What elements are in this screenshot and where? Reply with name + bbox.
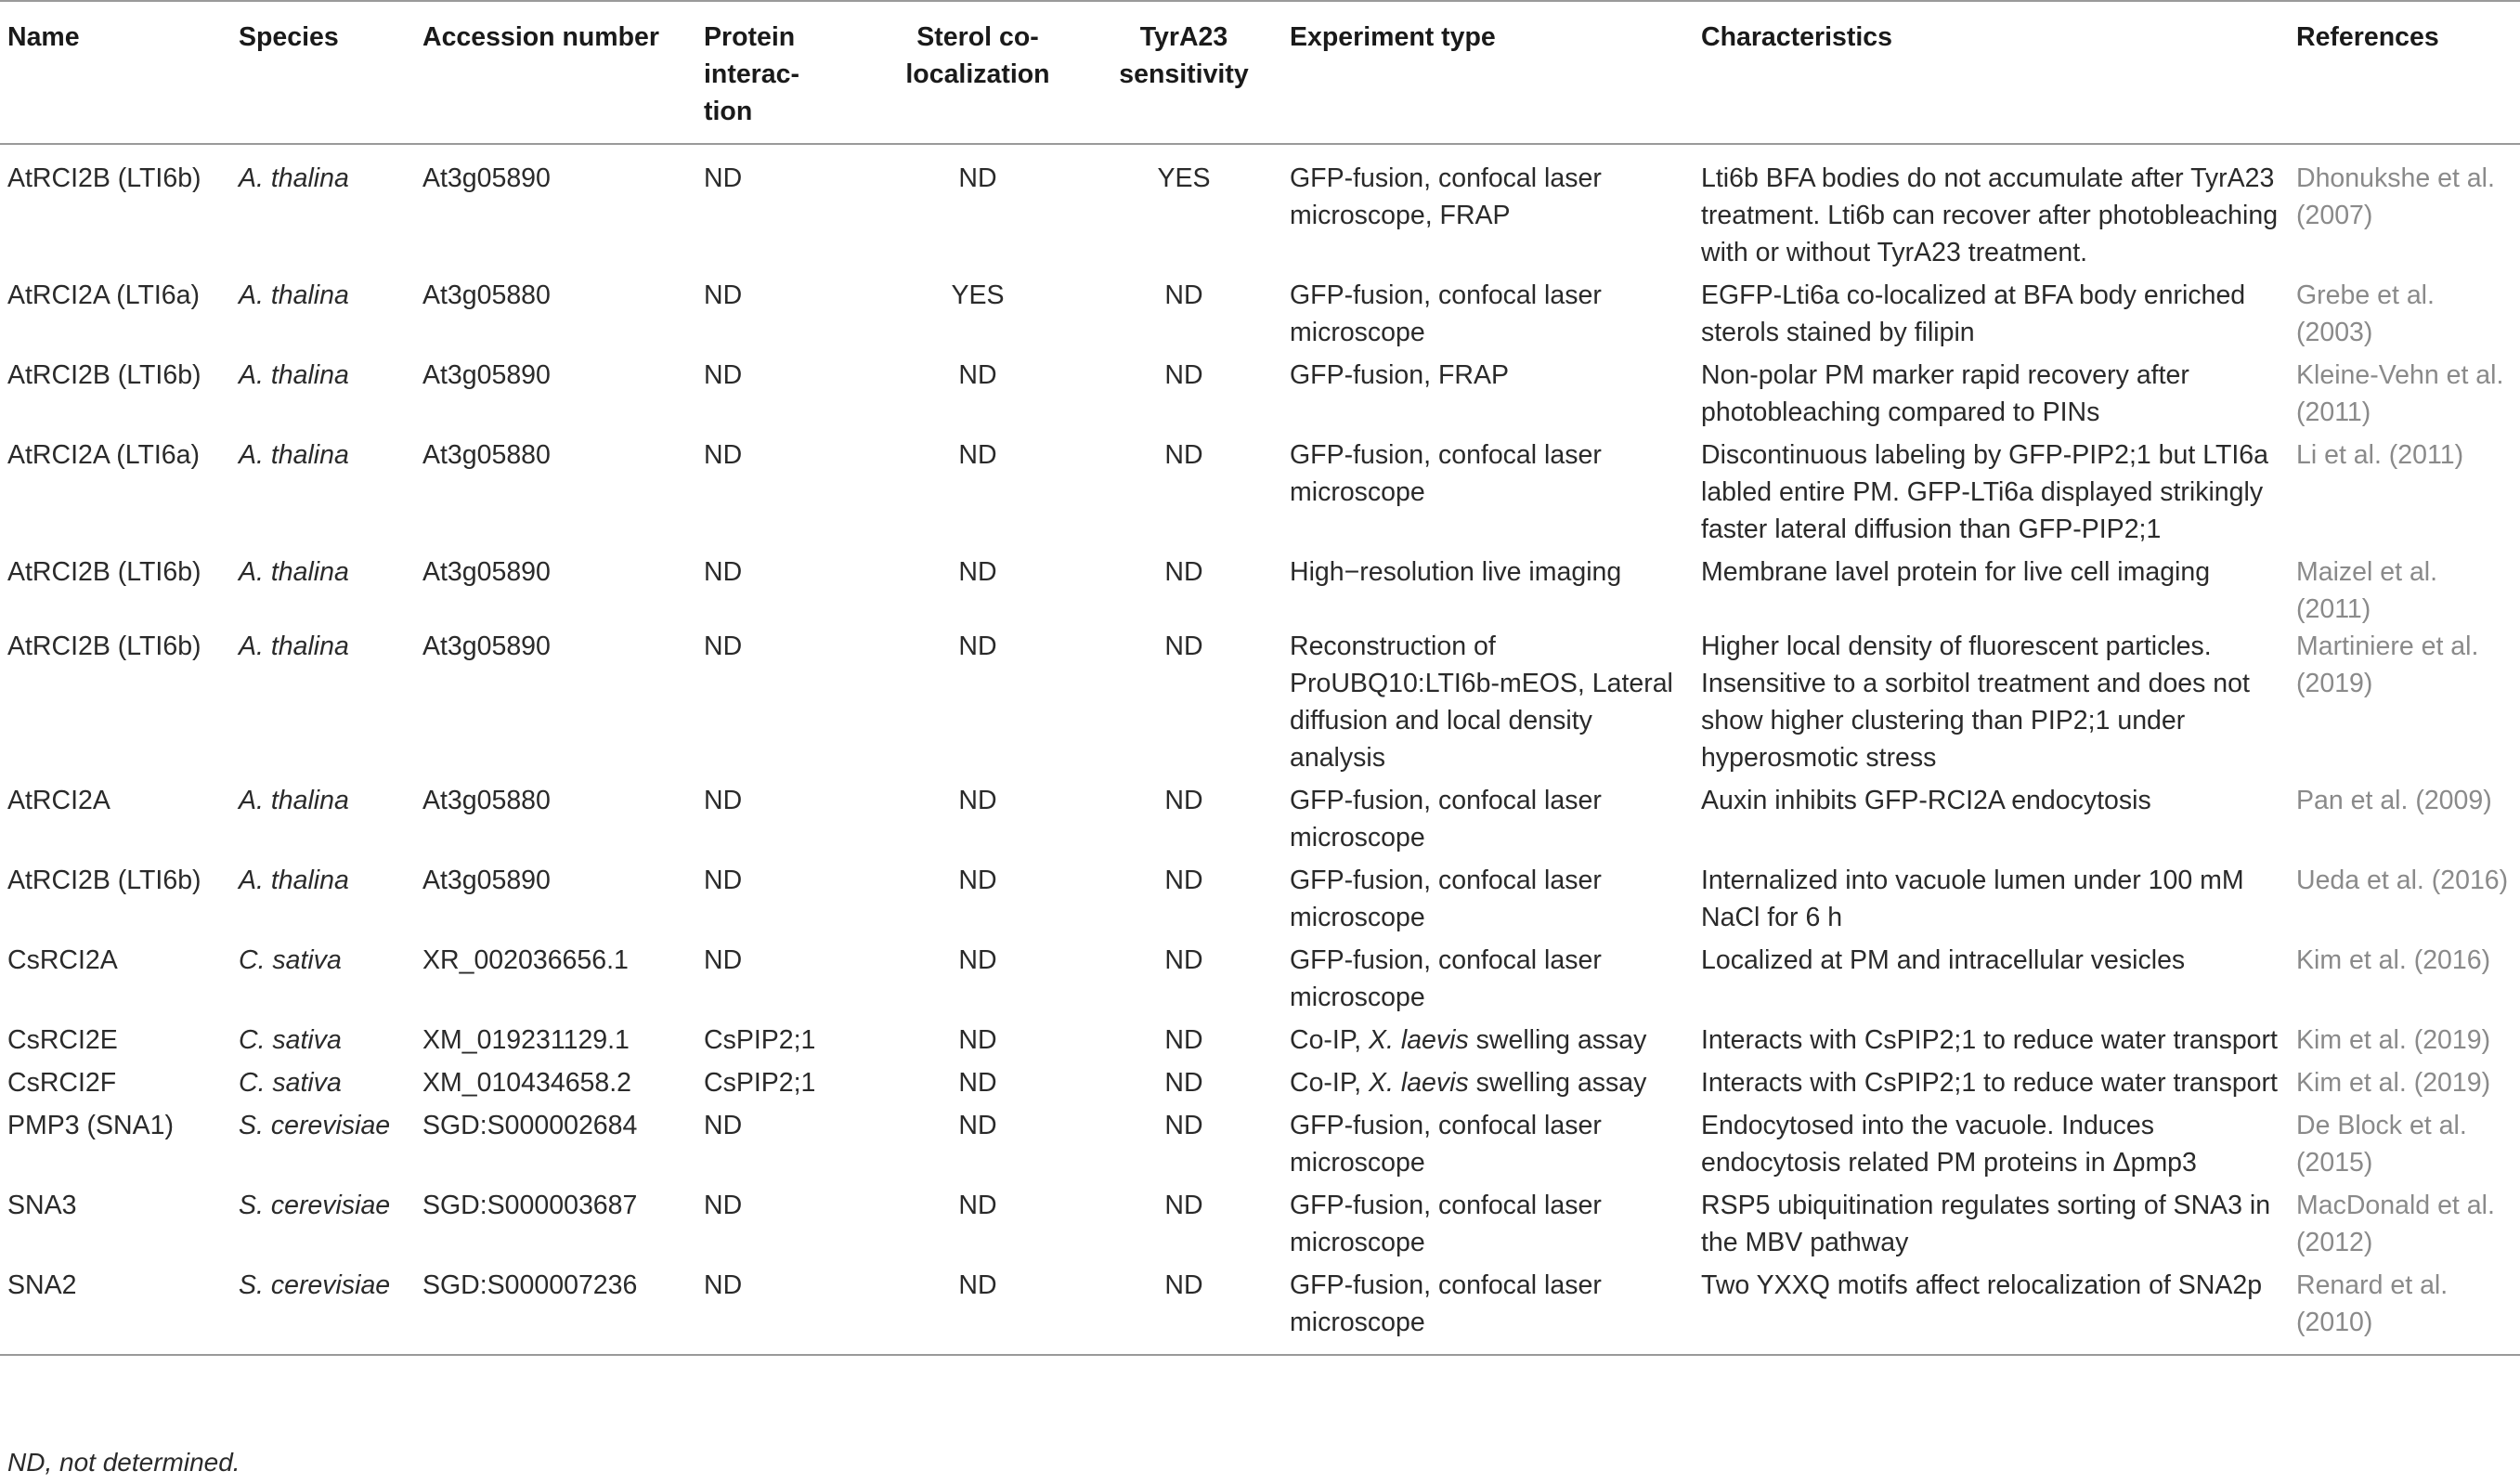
cell-species: A. thalina bbox=[239, 360, 349, 390]
header-row bbox=[0, 1, 2520, 144]
cell-characteristics: Higher local density of fluorescent particles. Insensitive to a sorbitol treatment and does not show higher clustering than PIP2;1 under hyperosmotic stress bbox=[1701, 631, 2250, 773]
cell-accession: XM_010434658.2 bbox=[422, 1068, 632, 1098]
cell-name: CsRCI2E bbox=[7, 1025, 118, 1055]
cell-experiment: GFP-fusion, confocal laser microscope bbox=[1290, 1191, 1602, 1257]
cell-characteristics: Non-polar PM marker rapid recovery after photobleaching compared to PINs bbox=[1701, 360, 2189, 427]
cell-tyra: ND bbox=[1164, 866, 1203, 895]
cell-accession: SGD:S000003687 bbox=[422, 1191, 638, 1220]
table-row bbox=[0, 1187, 2520, 1267]
cell-species: S. cerevisiae bbox=[239, 1270, 391, 1300]
header-protein-line3: tion bbox=[704, 97, 753, 126]
cell-protein: ND bbox=[704, 440, 743, 470]
cell-accession: SGD:S000002684 bbox=[422, 1111, 638, 1140]
table-row bbox=[0, 1107, 2520, 1187]
cell-protein: ND bbox=[704, 631, 743, 661]
cell-experiment bbox=[1282, 1064, 1694, 1107]
cell-species: A. thalina bbox=[239, 557, 349, 587]
cell-name: AtRCI2B (LTI6b) bbox=[7, 360, 201, 390]
cell-reference: De Block et al. (2015) bbox=[2296, 1111, 2467, 1178]
cell-characteristics: Internalized into vacuole lumen under 100 mM NaCl for 6 h bbox=[1701, 866, 2244, 932]
cell-accession: At3g05890 bbox=[422, 631, 551, 661]
cell-reference: Renard et al. (2010) bbox=[2296, 1270, 2449, 1337]
cell-tyra: YES bbox=[1157, 163, 1211, 193]
header-sterol-line1: Sterol co- bbox=[916, 22, 1039, 52]
cell-species: C. sativa bbox=[239, 945, 342, 975]
table-row bbox=[0, 1267, 2520, 1355]
cell-sterol: ND bbox=[958, 1068, 997, 1098]
cell-reference: Li et al. (2011) bbox=[2296, 440, 2464, 470]
cell-name: CsRCI2A bbox=[7, 945, 118, 975]
table-row bbox=[0, 553, 2520, 628]
cell-name: PMP3 (SNA1) bbox=[7, 1111, 174, 1140]
cell-sterol: ND bbox=[958, 557, 997, 587]
table-row bbox=[0, 942, 2520, 1022]
header-sterol-line2: localization bbox=[905, 59, 1050, 89]
cell-accession: At3g05880 bbox=[422, 440, 551, 470]
cell-protein: ND bbox=[704, 280, 743, 310]
cell-reference: Kleine-Vehn et al. (2011) bbox=[2296, 360, 2504, 427]
table-row bbox=[0, 628, 2520, 782]
cell-sterol: ND bbox=[958, 360, 997, 390]
cell-sterol: YES bbox=[951, 280, 1005, 310]
experiment-organism: X. laevis bbox=[1369, 1068, 1469, 1098]
cell-name: AtRCI2B (LTI6b) bbox=[7, 163, 201, 193]
cell-sterol: ND bbox=[958, 1025, 997, 1055]
cell-reference: Kim et al. (2019) bbox=[2296, 1068, 2491, 1098]
cell-accession: At3g05880 bbox=[422, 786, 551, 815]
cell-protein: ND bbox=[704, 1270, 743, 1300]
cell-sterol: ND bbox=[958, 1191, 997, 1220]
header-protein-line2: interac- bbox=[704, 59, 799, 89]
cell-characteristics: Interacts with CsPIP2;1 to reduce water transport bbox=[1701, 1068, 2278, 1098]
cell-characteristics: Endocytosed into the vacuole. Induces endocytosis related PM proteins in Δpmp3 bbox=[1701, 1111, 2197, 1178]
cell-reference: Kim et al. (2019) bbox=[2296, 1025, 2491, 1055]
cell-sterol: ND bbox=[958, 631, 997, 661]
cell-experiment bbox=[1282, 1022, 1694, 1064]
cell-experiment: GFP-fusion, confocal laser microscope, FRAP bbox=[1290, 163, 1602, 230]
cell-tyra: ND bbox=[1164, 945, 1203, 975]
cell-accession: At3g05880 bbox=[422, 280, 551, 310]
cell-characteristics: RSP5 ubiquitination regulates sorting of SNA3 in the MBV pathway bbox=[1701, 1191, 2271, 1257]
cell-name: AtRCI2B (LTI6b) bbox=[7, 866, 201, 895]
cell-reference: Ueda et al. (2016) bbox=[2296, 866, 2509, 895]
cell-name: CsRCI2F bbox=[7, 1068, 117, 1098]
table-row bbox=[0, 862, 2520, 942]
cell-sterol: ND bbox=[958, 866, 997, 895]
cell-tyra: ND bbox=[1164, 440, 1203, 470]
cell-protein: CsPIP2;1 bbox=[704, 1025, 816, 1055]
cell-species: A. thalina bbox=[239, 786, 349, 815]
cell-sterol: ND bbox=[958, 1111, 997, 1140]
cell-name: AtRCI2A (LTI6a) bbox=[7, 440, 200, 470]
cell-experiment: GFP-fusion, confocal laser microscope bbox=[1290, 1111, 1602, 1178]
cell-name: AtRCI2B (LTI6b) bbox=[7, 631, 201, 661]
cell-name: AtRCI2A (LTI6a) bbox=[7, 280, 200, 310]
cell-accession: SGD:S000007236 bbox=[422, 1270, 638, 1300]
cell-sterol: ND bbox=[958, 786, 997, 815]
cell-reference: Pan et al. (2009) bbox=[2296, 786, 2492, 815]
header-tyra-line2: sensitivity bbox=[1119, 59, 1249, 89]
cell-experiment: GFP-fusion, confocal laser microscope bbox=[1290, 440, 1602, 507]
header-name: Name bbox=[7, 22, 80, 52]
experiment-prefix: Co-IP, bbox=[1290, 1025, 1370, 1055]
cell-characteristics: Discontinuous labeling by GFP-PIP2;1 but LTI6a labled entire PM. GFP-LTi6a displayed strikingly faster lateral diffusion than GFP-PIP2;1 bbox=[1701, 440, 2268, 544]
cell-characteristics: Two YXXQ motifs affect relocalization of SNA2p bbox=[1701, 1270, 2263, 1300]
header-characteristics: Characteristics bbox=[1701, 22, 1892, 52]
cell-characteristics: EGFP-Lti6a co-localized at BFA body enriched sterols stained by filipin bbox=[1701, 280, 2246, 347]
cell-tyra: ND bbox=[1164, 557, 1203, 587]
cell-protein: ND bbox=[704, 557, 743, 587]
cell-experiment: GFP-fusion, confocal laser microscope bbox=[1290, 786, 1602, 853]
cell-tyra: ND bbox=[1164, 786, 1203, 815]
header-accession: Accession number bbox=[422, 22, 659, 52]
cell-name: AtRCI2A bbox=[7, 786, 110, 815]
cell-reference: Martiniere et al. (2019) bbox=[2296, 631, 2479, 698]
cell-tyra: ND bbox=[1164, 1025, 1203, 1055]
cell-experiment: Reconstruction of ProUBQ10:LTI6b-mEOS, Lateral diffusion and local density analysis bbox=[1290, 631, 1673, 773]
cell-species: C. sativa bbox=[239, 1025, 342, 1055]
cell-sterol: ND bbox=[958, 1270, 997, 1300]
header-experiment: Experiment type bbox=[1290, 22, 1496, 52]
table-row bbox=[0, 782, 2520, 862]
table-row bbox=[0, 277, 2520, 357]
header-tyra-line1: TyrA23 bbox=[1139, 22, 1228, 52]
cell-characteristics: Interacts with CsPIP2;1 to reduce water transport bbox=[1701, 1025, 2278, 1055]
cell-accession: At3g05890 bbox=[422, 866, 551, 895]
header-species: Species bbox=[239, 22, 339, 52]
cell-protein: ND bbox=[704, 945, 743, 975]
table-row bbox=[0, 1064, 2520, 1107]
header-protein-interaction bbox=[696, 1, 870, 144]
cell-reference: Kim et al. (2016) bbox=[2296, 945, 2491, 975]
cell-characteristics: Localized at PM and intracellular vesicles bbox=[1701, 945, 2186, 975]
cell-experiment: High−resolution live imaging bbox=[1290, 557, 1622, 587]
cell-species: A. thalina bbox=[239, 280, 349, 310]
cell-sterol: ND bbox=[958, 440, 997, 470]
header-references: References bbox=[2296, 22, 2439, 52]
cell-name: SNA3 bbox=[7, 1191, 77, 1220]
cell-protein: CsPIP2;1 bbox=[704, 1068, 816, 1098]
cell-tyra: ND bbox=[1164, 360, 1203, 390]
cell-reference: Maizel et al. (2011) bbox=[2296, 557, 2438, 624]
cell-sterol: ND bbox=[958, 945, 997, 975]
cell-name: AtRCI2B (LTI6b) bbox=[7, 557, 201, 587]
cell-protein: ND bbox=[704, 163, 743, 193]
table-row bbox=[0, 357, 2520, 436]
cell-accession: At3g05890 bbox=[422, 360, 551, 390]
table-row bbox=[0, 436, 2520, 553]
cell-species: A. thalina bbox=[239, 163, 349, 193]
cell-species: C. sativa bbox=[239, 1068, 342, 1098]
header-protein-line1: Protein bbox=[704, 22, 796, 52]
cell-experiment: GFP-fusion, confocal laser microscope bbox=[1290, 866, 1602, 932]
cell-protein: ND bbox=[704, 360, 743, 390]
cell-tyra: ND bbox=[1164, 280, 1203, 310]
cell-accession: At3g05890 bbox=[422, 163, 551, 193]
cell-characteristics: Auxin inhibits GFP-RCI2A endocytosis bbox=[1701, 786, 2151, 815]
cell-tyra: ND bbox=[1164, 1111, 1203, 1140]
cell-protein: ND bbox=[704, 786, 743, 815]
cell-tyra: ND bbox=[1164, 1191, 1203, 1220]
cell-species: S. cerevisiae bbox=[239, 1191, 391, 1220]
cell-species: A. thalina bbox=[239, 631, 349, 661]
cell-accession: At3g05890 bbox=[422, 557, 551, 587]
table-row bbox=[0, 144, 2520, 277]
cell-reference: Dhonukshe et al. (2007) bbox=[2296, 163, 2495, 230]
cell-accession: XM_019231129.1 bbox=[422, 1025, 630, 1055]
cell-species: A. thalina bbox=[239, 440, 349, 470]
cell-tyra: ND bbox=[1164, 631, 1203, 661]
header-sterol bbox=[870, 1, 1085, 144]
experiment-organism: X. laevis bbox=[1369, 1025, 1469, 1055]
cell-experiment: GFP-fusion, confocal laser microscope bbox=[1290, 945, 1602, 1012]
experiment-suffix: swelling assay bbox=[1468, 1068, 1647, 1098]
cell-protein: ND bbox=[704, 1191, 743, 1220]
cell-experiment: GFP-fusion, FRAP bbox=[1290, 360, 1509, 390]
cell-protein: ND bbox=[704, 1111, 743, 1140]
cell-species: S. cerevisiae bbox=[239, 1111, 391, 1140]
cell-reference: Grebe et al. (2003) bbox=[2296, 280, 2435, 347]
cell-characteristics: Membrane lavel protein for live cell imaging bbox=[1701, 557, 2211, 587]
cell-protein: ND bbox=[704, 866, 743, 895]
experiment-prefix: Co-IP, bbox=[1290, 1068, 1370, 1098]
header-tyra23 bbox=[1085, 1, 1282, 144]
cell-experiment: GFP-fusion, confocal laser microscope bbox=[1290, 1270, 1602, 1337]
cell-species: A. thalina bbox=[239, 866, 349, 895]
cell-reference: MacDonald et al. (2012) bbox=[2296, 1191, 2495, 1257]
cell-name: SNA2 bbox=[7, 1270, 77, 1300]
cell-tyra: ND bbox=[1164, 1270, 1203, 1300]
table-row bbox=[0, 1022, 2520, 1064]
cell-characteristics: Lti6b BFA bodies do not accumulate after TyrA23 treatment. Lti6b can recover after photobleaching with or without TyrA23 treatment. bbox=[1701, 163, 2279, 267]
cell-sterol: ND bbox=[958, 163, 997, 193]
cell-tyra: ND bbox=[1164, 1068, 1203, 1098]
cell-accession: XR_002036656.1 bbox=[422, 945, 629, 975]
table-footnote: ND, not determined. bbox=[7, 1448, 240, 1477]
experiment-suffix: swelling assay bbox=[1468, 1025, 1647, 1055]
cell-experiment: GFP-fusion, confocal laser microscope bbox=[1290, 280, 1602, 347]
